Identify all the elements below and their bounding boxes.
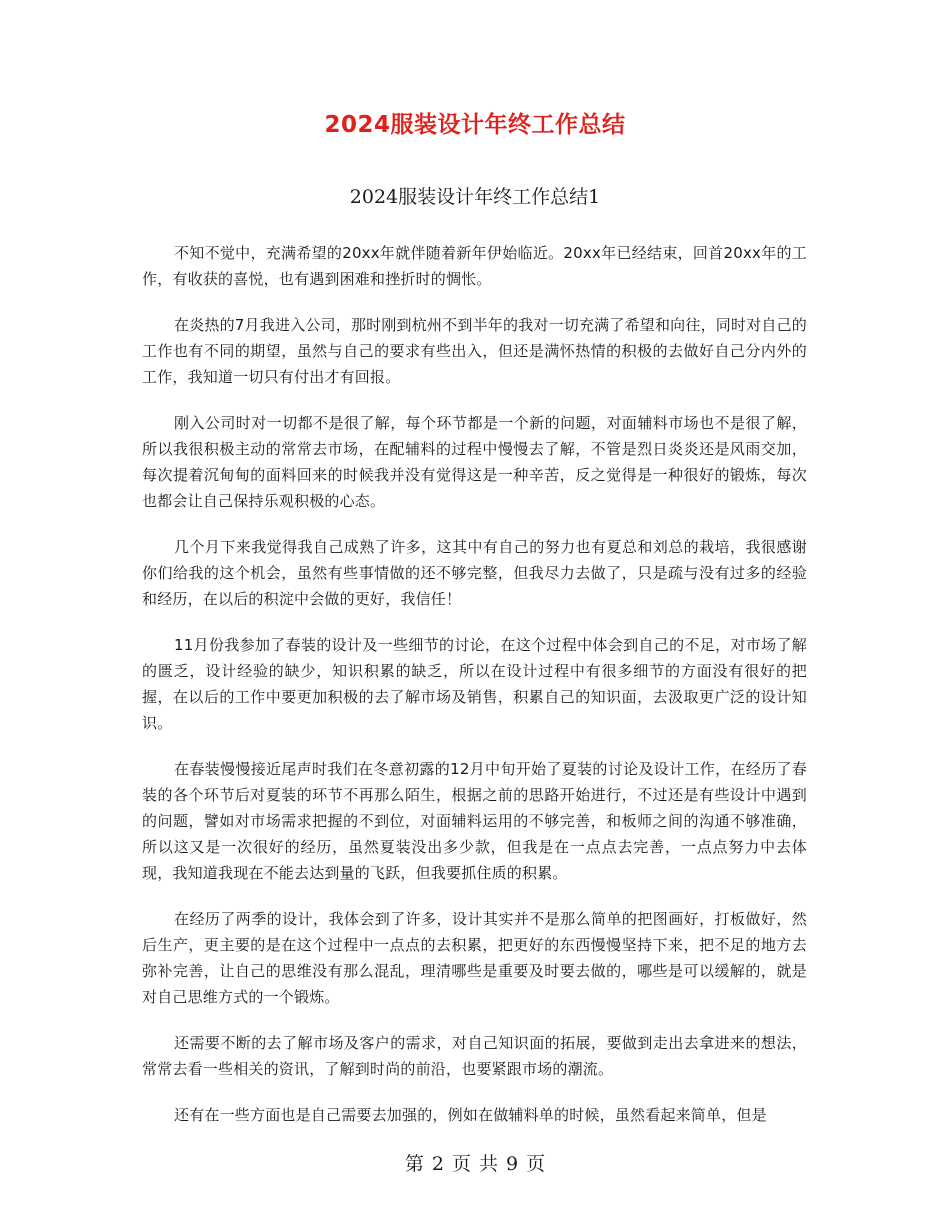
page-number-footer: 第 2 页 共 9 页: [404, 1153, 546, 1175]
paragraph: 几个月下来我觉得我自己成熟了许多，这其中有自己的努力也有夏总和刘总的栽培，我很感谢你们给我的这个机会，虽然有些事情做的还不够完整，但我尽力去做了，只是疏与没有过多的经验和经历，在以后的积淀中会做的更好，我信任！: [142, 538, 807, 608]
paragraph: 还需要不断的去了解市场及客户的需求，对自己知识面的拓展，要做到走出去拿进来的想法，常常去看一些相关的资讯，了解到时尚的前沿，也要紧跟市场的潮流。: [142, 1034, 807, 1078]
paragraph: 不知不觉中，充满希望的20xx年就伴随着新年伊始临近。20xx年已经结束，回首20xx年的工作，有收获的喜悦，也有遇到困难和挫折时的惆怅。: [142, 244, 807, 288]
document-title: 2024服装设计年终工作总结: [324, 112, 626, 138]
paragraph: 11月份我参加了春装的设计及一些细节的讨论，在这个过程中体会到自己的不足，对市场了解的匮乏，设计经验的缺少，知识积累的缺乏，所以在设计过程中有很多细节的方面没有很好的把握，在以后的工作中要更加积极的去了解市场及销售，积累自己的知识面，去汲取更广泛的设计知识。: [142, 636, 807, 732]
paragraph: 刚入公司时对一切都不是很了解，每个环节都是一个新的问题，对面辅料市场也不是很了解，所以我很积极主动的常常去市场，在配辅料的过程中慢慢去了解，不管是烈日炎炎还是风雨交加，每次提着沉甸甸的面料回来的时候我并没有觉得这是一种辛苦，反之觉得是一种很好的锻炼，每次也都会让自己保持乐观积极的心态。: [142, 414, 807, 510]
document-body: [142, 240, 807, 1148]
paragraph: 在炎热的7月我进入公司，那时刚到杭州不到半年的我对一切充满了希望和向往，同时对自己的工作也有不同的期望，虽然与自己的要求有些出入，但还是满怀热情的积极的去做好自己分内外的工作，我知道一切只有付出才有回报。: [142, 316, 807, 386]
paragraph: 还有在一些方面也是自己需要去加强的，例如在做辅料单的时候，虽然看起来简单，但是: [174, 1106, 767, 1124]
paragraph: 在经历了两季的设计，我体会到了许多，设计其实并不是那么简单的把图画好，打板做好，然后生产，更主要的是在这个过程中一点点的去积累，把更好的东西慢慢坚持下来，把不足的地方去弥补完善，让自己的思维没有那么混乱，理清哪些是重要及时要去做的，哪些是可以缓解的，就是对自己思维方式的一个锻炼。: [142, 910, 807, 1006]
section-heading: 2024服装设计年终工作总结1: [349, 186, 601, 208]
paragraph: 在春装慢慢接近尾声时我们在冬意初露的12月中旬开始了夏装的讨论及设计工作，在经历了春装的各个环节后对夏装的环节不再那么陌生，根据之前的思路开始进行，不过还是有些设计中遇到的问题，譬如对市场需求把握的不到位，对面辅料运用的不够完善，和板师之间的沟通不够准确，所以这又是一次很好的经历，虽然夏装没出多少款，但我是在一点点去完善，一点点努力中去体现，我知道我现在不能去达到量的飞跃，但我要抓住质的积累。: [142, 760, 807, 882]
